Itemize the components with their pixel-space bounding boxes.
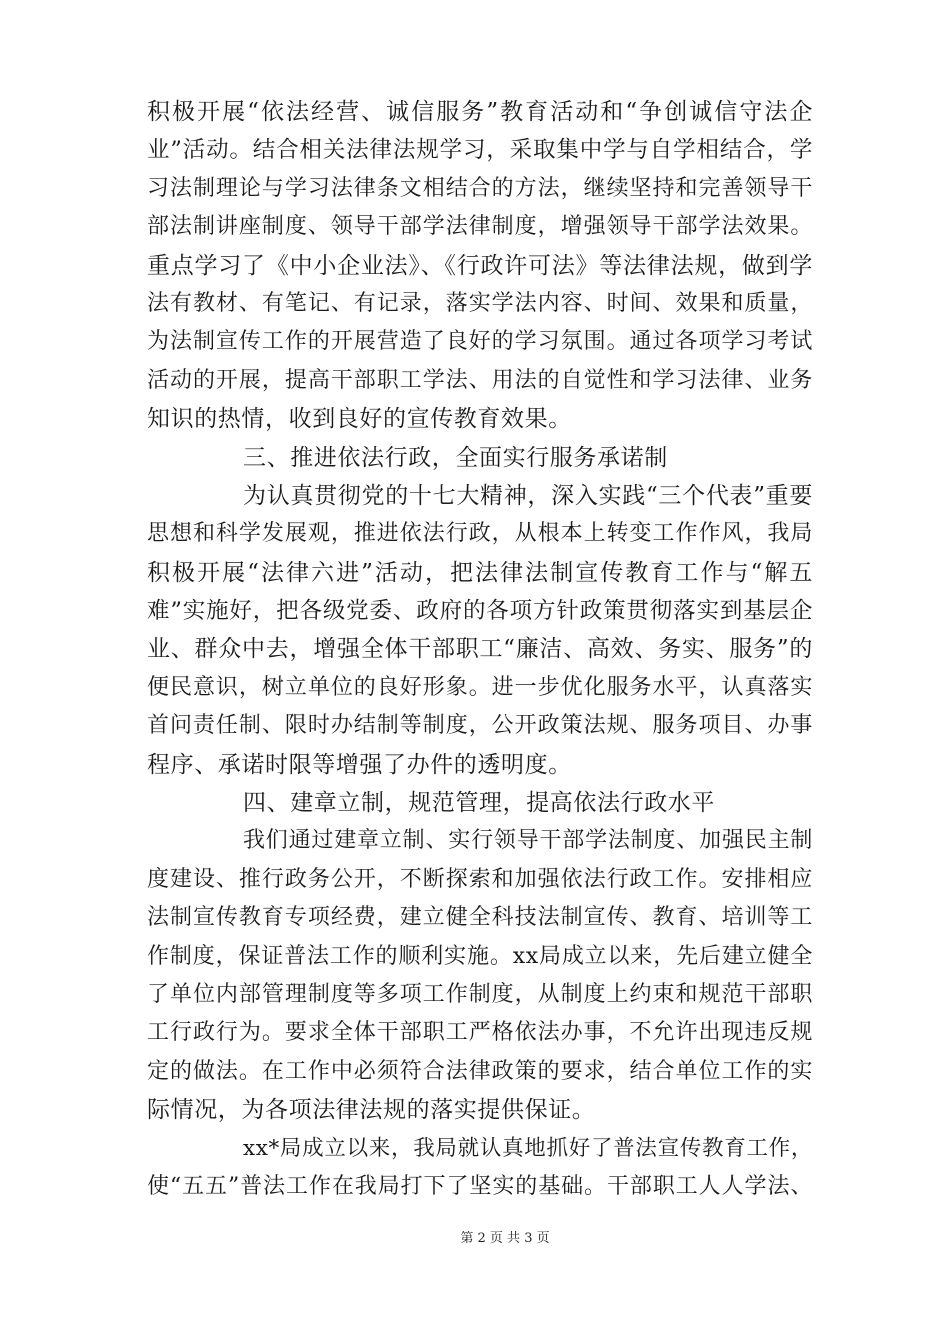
paragraph-summary [147, 1130, 813, 1207]
text-line: 知识的热情，收到良好的宣传教育效果。 [147, 406, 572, 433]
text-line: 积极开展“依法经营、诚信服务”教育活动和“争创诚信守法企 [147, 99, 813, 125]
text-line: 使“五五”普法工作在我局打下了坚实的基础。干部职工人人学法、 [147, 1173, 813, 1199]
paragraph-administration [147, 477, 813, 784]
section-heading-4 [147, 784, 813, 822]
text-line: 思想和科学发展观，推进依法行政，从根本上转变工作作风，我局 [147, 521, 813, 547]
text-line: 重点学习了《中小企业法》、《行政许可法》等法律法规，做到学 [147, 252, 813, 279]
paragraph-regulations [147, 822, 813, 1129]
text-line: 法有教材、有笔记、有记录，落实学法内容、时间、效果和质量， [147, 290, 813, 316]
heading-text: 四、建章立制，规范管理，提高依法行政水平 [243, 790, 715, 817]
text-line: 首问责任制、限时办结制等制度，公开政策法规、服务项目、办事 [147, 713, 813, 739]
text-line: 业”活动。结合相关法律法规学习，采取集中学与自学相结合，学 [147, 137, 813, 164]
text-line: 程序、承诺时限等增强了办件的透明度。 [147, 751, 572, 778]
document-body [147, 93, 813, 1206]
text-line: 工行政行为。要求全体干部职工严格依法办事，不允许出现违反规 [147, 1020, 813, 1046]
text-line: 法制宣传教育专项经费，建立健全科技法制宣传、教育、培训等工 [147, 905, 813, 931]
heading-text: 三、推进依法行政，全面实行服务承诺制 [243, 444, 668, 471]
text-line: xx*局成立以来，我局就认真地抓好了普法宣传教育工作， [243, 1135, 813, 1161]
section-heading-3 [147, 439, 813, 477]
paragraph-legal-study [147, 93, 813, 439]
text-line: 度建设、推行政务公开，不断探索和加强依法行政工作。安排相应 [147, 866, 813, 892]
text-line: 部法制讲座制度、领导干部学法律制度，增强领导干部学法效果。 [147, 214, 813, 240]
text-line: 我们通过建章立制、实行领导干部学法制度、加强民主制 [243, 828, 813, 854]
text-line: 作制度，保证普法工作的顺利实施。xx局成立以来，先后建立健全 [147, 943, 813, 969]
text-line: 了单位内部管理制度等多项工作制度，从制度上约束和规范干部职 [147, 981, 813, 1007]
text-line: 为法制宣传工作的开展营造了良好的学习氛围。通过各项学习考试 [147, 329, 813, 355]
page-number-footer: 第 2 页 共 3 页 [460, 1231, 550, 1246]
text-line: 活动的开展，提高干部职工学法、用法的自觉性和学习法律、业务 [147, 367, 813, 393]
text-line: 积极开展“法律六进”活动，把法律法制宣传教育工作与“解五 [147, 559, 813, 586]
text-line: 定的做法。在工作中必须符合法律政策的要求，结合单位工作的实 [147, 1058, 813, 1084]
text-line: 便民意识，树立单位的良好形象。进一步优化服务水平，认真落实 [147, 674, 813, 700]
text-line: 际情况，为各项法律法规的落实提供保证。 [147, 1097, 596, 1124]
text-line: 习法制理论与学习法律条文相结合的方法，继续坚持和完善领导干 [147, 175, 813, 201]
text-line: 业、群众中去，增强全体干部职工“廉洁、高效、务实、服务”的 [147, 636, 813, 663]
text-line: 为认真贯彻党的十七大精神，深入实践“三个代表”重要 [243, 482, 813, 509]
text-line: 难”实施好，把各级党委、政府的各项方针政策贯彻落实到基层企 [147, 598, 813, 625]
